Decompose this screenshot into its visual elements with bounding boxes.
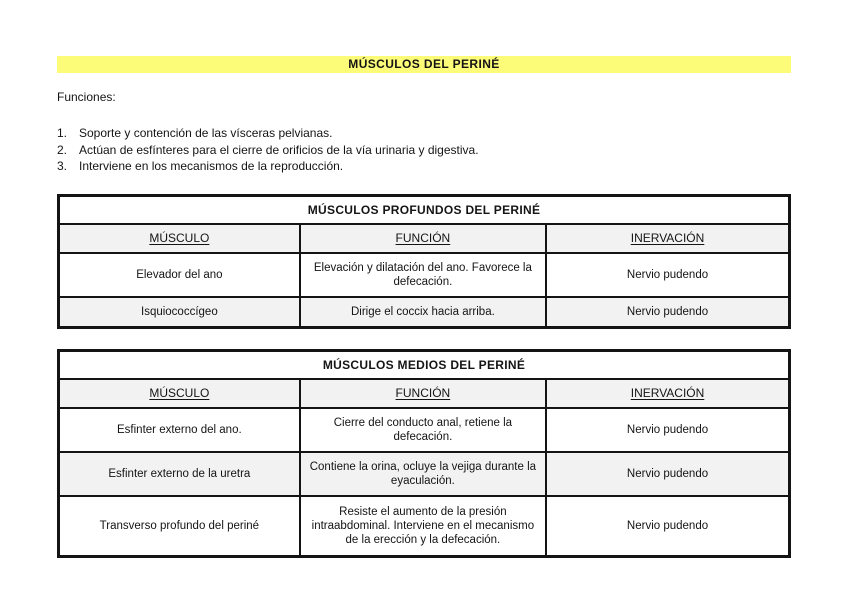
list-item-number: 3.: [57, 159, 68, 173]
list-item-text: Soporte y contención de las vísceras pelvianas.: [79, 126, 333, 140]
column-header-musculo: MÚSCULO: [59, 379, 300, 408]
table-row: [59, 452, 790, 496]
cell-funcion: Cierre del conducto anal, retiene la defecación.: [300, 408, 546, 452]
list-item-text: Actúan de esfínteres para el cierre de orificios de la vía urinaria y digestiva.: [79, 142, 479, 157]
cell-funcion: Elevación y dilatación del ano. Favorece la defecación.: [300, 253, 546, 297]
list-item-number: 1.: [57, 126, 68, 140]
table-row: [59, 297, 790, 328]
list-item-text: Interviene en los mecanismos de la reproducción.: [79, 159, 344, 173]
cell-funcion: Dirige el coccix hacia arriba.: [300, 297, 546, 328]
column-header-inervacion: INERVACIÓN: [546, 379, 789, 408]
cell-musculo: Isquiococcígeo: [59, 297, 300, 328]
functions-list: [57, 125, 791, 175]
list-item: [57, 142, 791, 159]
cell-inervacion: Nervio pudendo: [546, 408, 789, 452]
column-header-funcion: FUNCIÓN: [300, 224, 546, 253]
table-title-row: [59, 350, 790, 379]
table-header-row: [59, 379, 790, 408]
cell-inervacion: Nervio pudendo: [546, 496, 789, 557]
cell-inervacion: Nervio pudendo: [546, 253, 789, 297]
table-header-row: [59, 224, 790, 253]
cell-inervacion: Nervio pudendo: [546, 297, 789, 328]
page-title-highlight: [57, 56, 791, 73]
page-title: MÚSCULOS DEL PERINÉ: [348, 57, 500, 71]
table-title: MÚSCULOS MEDIOS DEL PERINÉ: [59, 350, 790, 379]
column-header-inervacion: INERVACIÓN: [546, 224, 789, 253]
list-item: [57, 158, 791, 175]
column-header-funcion: FUNCIÓN: [300, 379, 546, 408]
cell-musculo: Elevador del ano: [59, 253, 300, 297]
table-title-row: [59, 195, 790, 224]
table-row: [59, 408, 790, 452]
table-musculos-profundos: [57, 194, 791, 329]
list-item: [57, 125, 791, 142]
cell-inervacion: Nervio pudendo: [546, 452, 789, 496]
cell-musculo: Esfinter externo de la uretra: [59, 452, 300, 496]
cell-musculo: Transverso profundo del periné: [59, 496, 300, 557]
column-header-musculo: MÚSCULO: [59, 224, 300, 253]
table-musculos-medios: [57, 349, 791, 558]
cell-funcion: Contiene la orina, ocluye la vejiga durante la eyaculación.: [300, 452, 546, 496]
list-item-number: 2.: [57, 142, 68, 157]
functions-label: Funciones:: [57, 90, 116, 104]
cell-musculo: Esfinter externo del ano.: [59, 408, 300, 452]
table-row: [59, 253, 790, 297]
cell-funcion: Resiste el aumento de la presión intraabdominal. Interviene en el mecanismo de la erección y la defecación.: [300, 496, 546, 557]
table-title: MÚSCULOS PROFUNDOS DEL PERINÉ: [59, 195, 790, 224]
table-row: [59, 496, 790, 557]
